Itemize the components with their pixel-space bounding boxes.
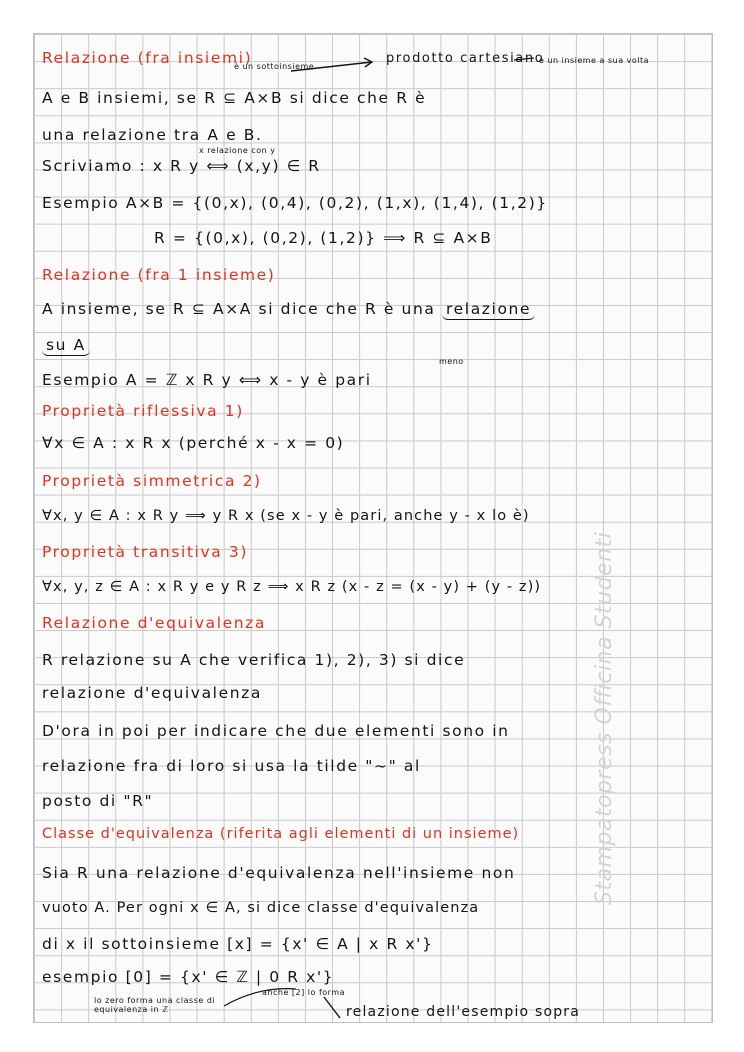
text-definition-1: A e B insiemi, se R ⊆ A×B si dice che R è (42, 89, 427, 107)
text-scriviamo: Scriviamo : x R y ⟺ (x,y) ∈ R (42, 157, 321, 175)
heading-relazione-1-insieme: Relazione (fra 1 insieme) (42, 266, 276, 284)
text-esempio-3: Esempio A = ℤ x R y ⟺ x - y è pari (42, 371, 372, 389)
text-classe-3: di x il sottoinsieme [x] = {x' ∈ A | x R x'} (42, 935, 434, 953)
text-relazione-su-a-prefix: A insieme, se R ⊆ A×A si dice che R è una (42, 300, 436, 318)
annotation-relazione-con-y: x relazione con y (199, 146, 276, 155)
text-classe-1: Sia R una relazione d'equivalenza nell'insieme non (42, 864, 516, 882)
annotation-anche-2: anche [2] lo forma (262, 988, 345, 997)
text-transitiva: ∀x, y, z ∈ A : x R y e y R z ⟹ x R z (x - z = (x - y) + (y - z)) (42, 579, 542, 595)
underlined-su-a: su A (42, 336, 90, 356)
text-classe-2: vuoto A. Per ogni x ∈ A, si dice classe d'equivalenza (42, 900, 480, 916)
text-esempio-1: Esempio A×B = {(0,x), (0,4), (0,2), (1,x), (1,4), (1,2)} (42, 194, 548, 212)
annotation-prodotto-cartesiano: prodotto cartesiano (386, 51, 545, 66)
text-equivalenza-3: D'ora in poi per indicare che due elementi sono in (42, 722, 510, 740)
watermark: Stampatopress Officina Studenti (592, 531, 617, 905)
text-classe-5: relazione dell'esempio sopra (346, 1004, 581, 1020)
heading-relazione: Relazione (fra insiemi) (42, 49, 253, 67)
heading-simmetrica: Proprietà simmetrica 2) (42, 472, 262, 490)
annotation-meno: meno (439, 357, 464, 366)
annotation-classe-zero: lo zero forma una classe di equivalenza in ℤ (94, 996, 216, 1014)
text-equivalenza-5: posto di "R" (42, 792, 154, 810)
text-esempio-2: R = {(0,x), (0,2), (1,2)} ⟹ R ⊆ A×B (154, 229, 493, 247)
heading-transitiva: Proprietà transitiva 3) (42, 543, 248, 561)
text-riflessiva: ∀x ∈ A : x R x (perché x - x = 0) (42, 434, 345, 452)
text-equivalenza-1: R relazione su A che verifica 1), 2), 3) si dice (42, 651, 466, 669)
heading-equivalenza: Relazione d'equivalenza (42, 614, 267, 632)
text-classe-4: esempio [0] = {x' ∈ ℤ | 0 R x'} (42, 968, 335, 986)
text-relazione-su-a-1 (42, 300, 704, 320)
text-equivalenza-4: relazione fra di loro si usa la tilde "~" al (42, 757, 421, 775)
annotation-insieme: è un insieme a sua volta (539, 56, 650, 65)
underlined-relazione: relazione (442, 300, 535, 320)
annotation-sottoinsieme: è un sottoinsieme (234, 62, 315, 71)
heading-riflessiva: Proprietà riflessiva 1) (42, 402, 244, 420)
text-simmetrica: ∀x, y ∈ A : x R y ⟹ y R x (se x - y è pari, anche y - x lo è) (42, 508, 530, 524)
text-equivalenza-2: relazione d'equivalenza (42, 684, 262, 702)
text-definition-2: una relazione tra A e B. (42, 126, 263, 144)
heading-classe-equivalenza: Classe d'equivalenza (riferita agli elementi di un insieme) (42, 826, 520, 842)
text-relazione-su-a-2 (42, 336, 704, 356)
